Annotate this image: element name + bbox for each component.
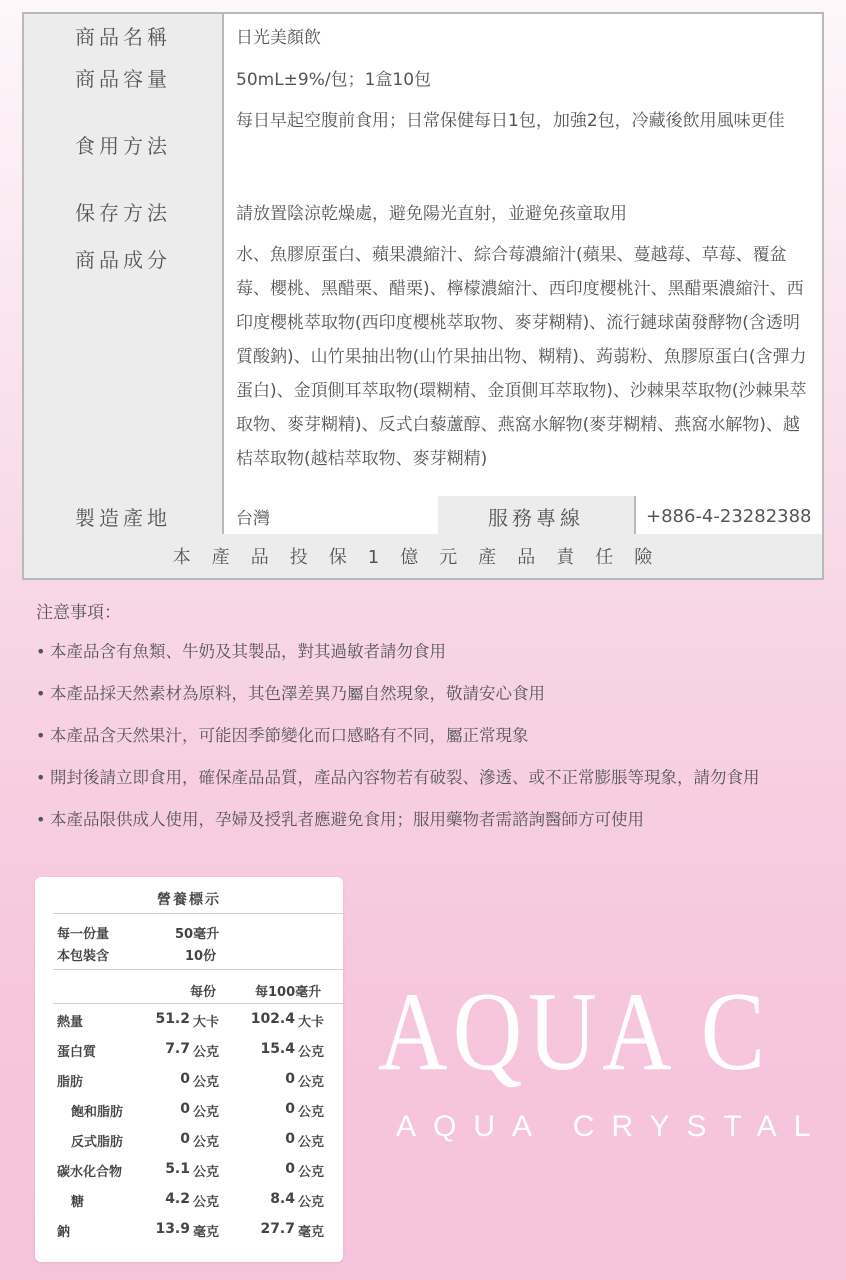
spec-label-service: 服務專線 — [438, 496, 636, 536]
per-100ml-unit: 公克 — [298, 1195, 325, 1210]
nutrition-facts-card — [35, 877, 343, 1262]
spec-row-storage — [24, 190, 822, 234]
per-100ml-value: 0 — [285, 1071, 295, 1087]
per-serving-value: 7.7 — [165, 1041, 190, 1057]
nutrient-name: 飽和脂肪 — [71, 1105, 124, 1120]
note-text: 本產品含有魚類、牛奶及其製品，對其過敏者請勿食用 — [50, 642, 446, 661]
serving-value: 50毫升 — [175, 927, 220, 942]
spec-value-storage: 請放置陰涼乾燥處，避免陽光直射，並避免孩童取用 — [224, 190, 822, 232]
per-100ml-unit: 公克 — [298, 1135, 325, 1150]
per-serving-unit: 公克 — [193, 1105, 220, 1120]
brand-logo-text: AQUA C — [378, 970, 771, 1094]
per-serving-value: 4.2 — [165, 1191, 190, 1207]
per-serving-unit: 公克 — [193, 1045, 220, 1060]
per-serving-unit: 公克 — [193, 1195, 220, 1210]
spec-label-storage: 保存方法 — [24, 190, 224, 232]
per-100ml-value: 102.4 — [250, 1011, 295, 1027]
list-item — [36, 721, 836, 763]
notes-list — [36, 637, 836, 847]
per-serving-value: 0 — [180, 1131, 190, 1147]
per-serving-value: 5.1 — [165, 1161, 190, 1177]
per-100ml-unit: 大卡 — [298, 1015, 325, 1030]
spec-label-usage: 食用方法 — [24, 98, 224, 190]
nutrient-name: 糖 — [71, 1195, 85, 1210]
per-serving-unit: 公克 — [193, 1165, 220, 1180]
nutrient-name: 碳水化合物 — [57, 1165, 123, 1180]
nutrition-title: 營養標示 — [157, 892, 221, 908]
per-serving-unit: 毫克 — [193, 1225, 220, 1240]
insurance-banner: 本產品投保1億元產品責任險 — [24, 534, 822, 578]
per-100ml-unit: 公克 — [298, 1105, 325, 1120]
spec-label-name: 商品名稱 — [24, 14, 224, 56]
spec-value-volume: 50mL±9%/包；1盒10包 — [224, 56, 822, 98]
product-spec-table — [22, 12, 824, 580]
spec-row-volume — [24, 56, 822, 100]
column-per-serving: 每份 — [190, 985, 217, 1000]
per-serving-value: 51.2 — [155, 1011, 190, 1027]
per-100ml-value: 8.4 — [270, 1191, 295, 1207]
spec-value-service: +886-4-23282388 — [636, 496, 822, 536]
divider — [53, 1003, 343, 1004]
per-100ml-value: 0 — [285, 1131, 295, 1147]
note-text: 開封後請立即食用，確保產品品質，產品內容物若有破裂、滲透、或不正常膨脹等現象，請勿食用 — [50, 768, 760, 787]
serving-label: 每一份量 — [57, 927, 110, 942]
spec-label-ingredients: 商品成分 — [24, 232, 224, 496]
spec-value-ingredients: 水、魚膠原蛋白、蘋果濃縮汁、綜合莓濃縮汁(蘋果、蔓越莓、草莓、覆盆莓、櫻桃、黑醋栗、醋栗)、檸檬濃縮汁、西印度櫻桃汁、黑醋栗濃縮汁、西印度櫻桃萃取物(西印度櫻桃萃取物、麥芽糊精)、流行鏈球菌發酵物(含透明質酸鈉)、山竹果抽出物(山竹果抽出物、糊精)、蒟蒻粉、魚膠原蛋白(含彈力蛋白)、金頂側耳萃取物(環糊精、金頂側耳萃取物)、沙棘果萃取物(沙棘果萃取物、麥芽糊精)、反式白藜蘆醇、燕窩水解物(麥芽糊精、燕窩水解物)、越桔萃取物(越桔萃取物、麥芽糊精) — [224, 232, 822, 496]
note-text: 本產品含天然果汁，可能因季節變化而口感略有不同，屬正常現象 — [50, 726, 529, 745]
note-text: 本產品限供成人使用，孕婦及授乳者應避免食用；服用藥物者需諮詢醫師方可使用 — [50, 810, 644, 829]
spec-value-name: 日光美顏飲 — [224, 14, 822, 56]
spec-label-volume: 商品容量 — [24, 56, 224, 98]
list-item — [36, 763, 836, 805]
per-serving-value: 13.9 — [155, 1221, 190, 1237]
servings-value: 10份 — [185, 949, 217, 964]
list-item — [36, 805, 836, 847]
nutrient-name: 蛋白質 — [57, 1045, 97, 1060]
per-100ml-unit: 毫克 — [298, 1225, 325, 1240]
bullet-icon: • — [36, 768, 46, 787]
per-serving-value: 0 — [180, 1101, 190, 1117]
bullet-icon: • — [36, 642, 46, 661]
per-serving-unit: 公克 — [193, 1135, 220, 1150]
spec-value-origin: 台灣 — [224, 496, 450, 536]
per-serving-value: 0 — [180, 1071, 190, 1087]
nutrient-name: 熱量 — [57, 1015, 84, 1030]
per-100ml-value: 0 — [285, 1161, 295, 1177]
brand-subtitle: AQUA CRYSTAL — [396, 1110, 828, 1143]
per-serving-unit: 公克 — [193, 1075, 220, 1090]
per-serving-unit: 大卡 — [193, 1015, 220, 1030]
per-100ml-value: 0 — [285, 1101, 295, 1117]
bullet-icon: • — [36, 810, 46, 829]
divider — [53, 913, 343, 914]
column-per-100ml: 每100毫升 — [255, 985, 322, 1000]
per-100ml-unit: 公克 — [298, 1075, 325, 1090]
spec-value-usage: 每日早起空腹前食用；日常保健每日1包，加強2包，冷藏後飲用風味更佳 — [224, 98, 822, 190]
per-100ml-unit: 公克 — [298, 1165, 325, 1180]
notes-section — [36, 598, 836, 847]
spec-row-usage — [24, 98, 822, 192]
bullet-icon: • — [36, 726, 46, 745]
notes-title: 注意事項： — [36, 603, 121, 623]
nutrient-name: 反式脂肪 — [71, 1135, 124, 1150]
per-100ml-value: 15.4 — [260, 1041, 295, 1057]
note-text: 本產品採天然素材為原料，其色澤差異乃屬自然現象，敬請安心食用 — [50, 684, 545, 703]
per-100ml-unit: 公克 — [298, 1045, 325, 1060]
per-100ml-value: 27.7 — [260, 1221, 295, 1237]
list-item — [36, 637, 836, 679]
divider — [53, 969, 343, 970]
servings-label: 本包裝含 — [57, 949, 110, 964]
spec-row-name — [24, 14, 822, 58]
nutrient-name: 脂肪 — [57, 1075, 84, 1090]
spec-label-origin: 製造產地 — [24, 496, 224, 536]
list-item — [36, 679, 836, 721]
nutrient-name: 鈉 — [57, 1225, 71, 1240]
spec-row-origin-service — [24, 496, 822, 538]
bullet-icon: • — [36, 684, 46, 703]
spec-row-ingredients — [24, 232, 822, 498]
